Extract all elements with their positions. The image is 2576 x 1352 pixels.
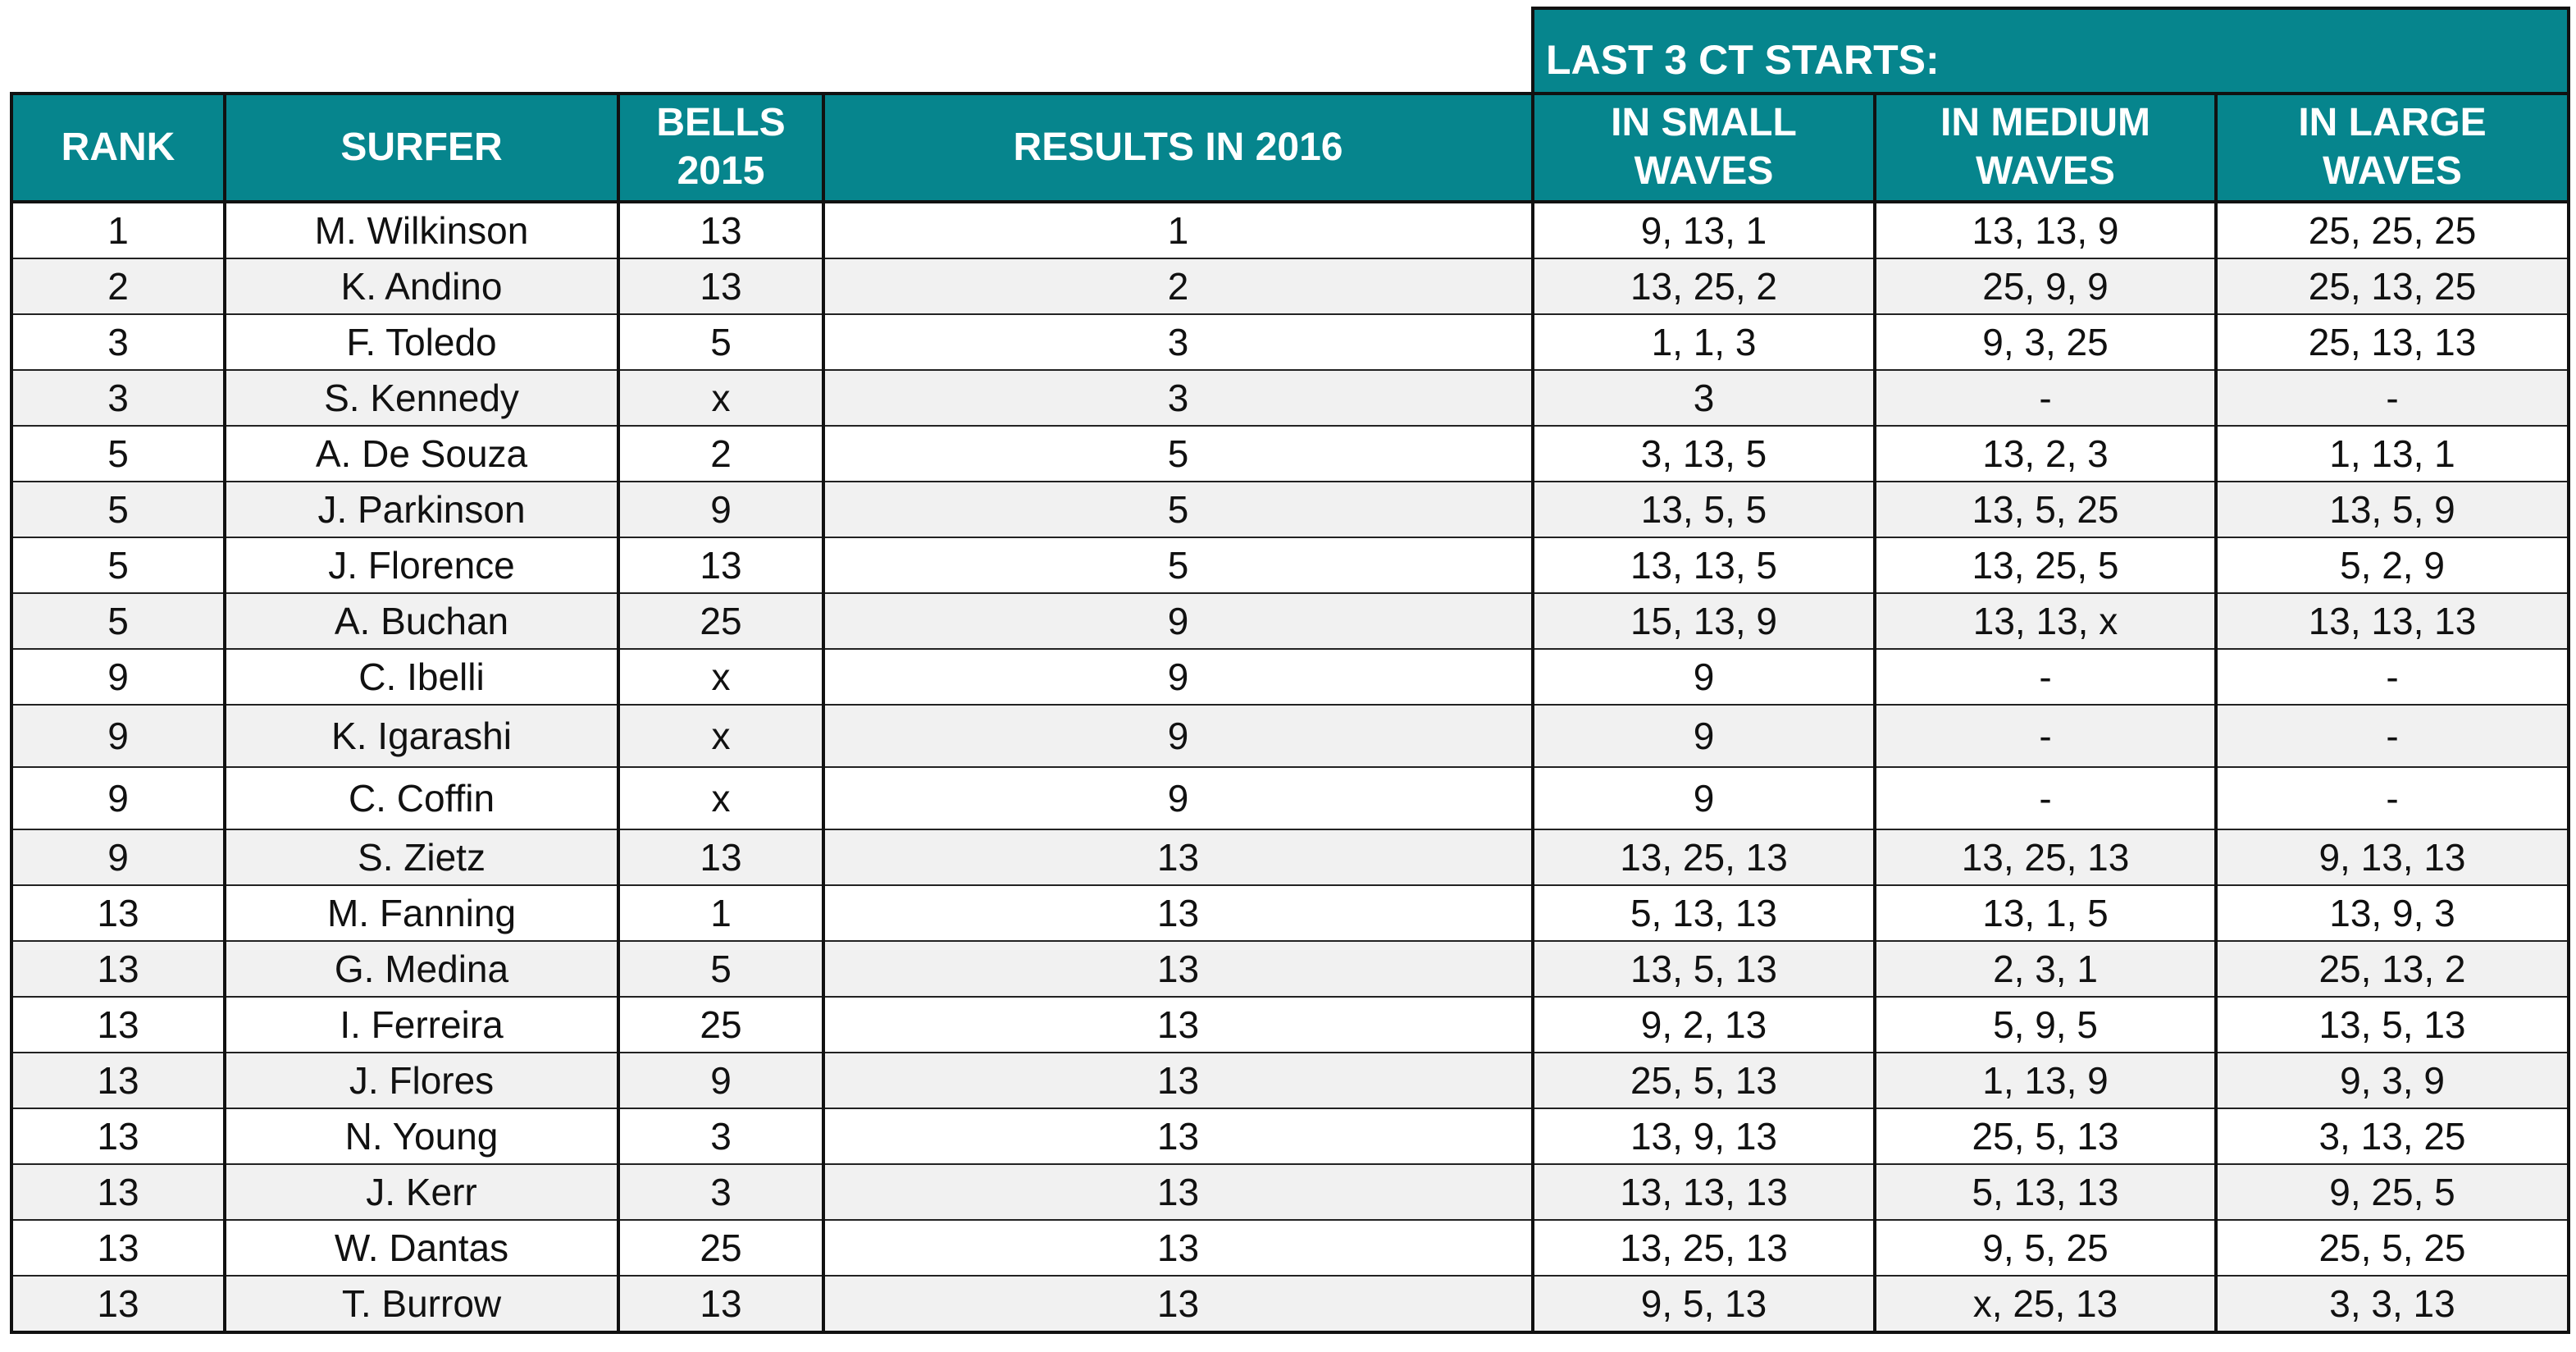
cell-small-waves: 1, 1, 3 [1533, 314, 1875, 370]
cell-results-2016: 1 [823, 202, 1533, 258]
cell-results-2016: 5 [823, 537, 1533, 593]
cell-bells-2015: 5 [618, 941, 823, 997]
cell-results-2016: 13 [823, 997, 1533, 1053]
cell-small-waves: 9 [1533, 649, 1875, 705]
table-row [11, 202, 2569, 258]
cell-small-waves: 13, 13, 5 [1533, 537, 1875, 593]
table-row [11, 370, 2569, 426]
table-row [11, 258, 2569, 314]
cell-large-waves: 25, 13, 13 [2216, 314, 2569, 370]
cell-bells-2015: 13 [618, 202, 823, 258]
cell-large-waves: - [2216, 705, 2569, 767]
cell-rank: 13 [11, 1053, 225, 1108]
cell-large-waves: 5, 2, 9 [2216, 537, 2569, 593]
cell-results-2016: 2 [823, 258, 1533, 314]
table-row [11, 829, 2569, 885]
group-header-row [11, 8, 2569, 94]
table-body [11, 202, 2569, 1332]
cell-surfer: W. Dantas [225, 1220, 618, 1276]
cell-bells-2015: x [618, 649, 823, 705]
cell-rank: 13 [11, 997, 225, 1053]
cell-medium-waves: 25, 9, 9 [1875, 258, 2216, 314]
table-row [11, 705, 2569, 767]
cell-bells-2015: 3 [618, 1164, 823, 1220]
cell-rank: 2 [11, 258, 225, 314]
table-row [11, 1164, 2569, 1220]
cell-large-waves: 13, 5, 9 [2216, 482, 2569, 537]
cell-large-waves: 3, 13, 25 [2216, 1108, 2569, 1164]
cell-surfer: G. Medina [225, 941, 618, 997]
cell-rank: 1 [11, 202, 225, 258]
cell-bells-2015: 5 [618, 314, 823, 370]
cell-small-waves: 13, 9, 13 [1533, 1108, 1875, 1164]
cell-large-waves: - [2216, 767, 2569, 829]
cell-results-2016: 13 [823, 1276, 1533, 1332]
results-table-container [10, 7, 2567, 1334]
cell-results-2016: 9 [823, 767, 1533, 829]
cell-medium-waves: - [1875, 370, 2216, 426]
cell-results-2016: 5 [823, 482, 1533, 537]
table-row [11, 537, 2569, 593]
cell-medium-waves: 13, 25, 13 [1875, 829, 2216, 885]
cell-results-2016: 13 [823, 829, 1533, 885]
cell-surfer: K. Igarashi [225, 705, 618, 767]
table-row [11, 1276, 2569, 1332]
group-header-last-3-ct-starts: LAST 3 CT STARTS: [1533, 8, 2569, 94]
column-header-row [11, 94, 2569, 202]
column-header-small-waves: IN SMALL WAVES [1533, 94, 1875, 202]
table-row [11, 885, 2569, 941]
table-row [11, 314, 2569, 370]
cell-large-waves: 1, 13, 1 [2216, 426, 2569, 482]
cell-medium-waves: 13, 13, x [1875, 593, 2216, 649]
cell-rank: 13 [11, 1220, 225, 1276]
cell-surfer: J. Parkinson [225, 482, 618, 537]
cell-surfer: M. Fanning [225, 885, 618, 941]
cell-large-waves: 9, 3, 9 [2216, 1053, 2569, 1108]
cell-small-waves: 13, 25, 13 [1533, 829, 1875, 885]
cell-rank: 13 [11, 941, 225, 997]
column-header-rank: RANK [11, 94, 225, 202]
cell-results-2016: 5 [823, 426, 1533, 482]
cell-results-2016: 13 [823, 941, 1533, 997]
cell-results-2016: 9 [823, 593, 1533, 649]
cell-large-waves: 9, 25, 5 [2216, 1164, 2569, 1220]
cell-rank: 5 [11, 537, 225, 593]
cell-small-waves: 5, 13, 13 [1533, 885, 1875, 941]
cell-medium-waves: - [1875, 705, 2216, 767]
cell-small-waves: 13, 5, 5 [1533, 482, 1875, 537]
cell-rank: 9 [11, 705, 225, 767]
cell-large-waves: 25, 13, 2 [2216, 941, 2569, 997]
cell-bells-2015: x [618, 705, 823, 767]
cell-bells-2015: 9 [618, 1053, 823, 1108]
cell-surfer: S. Zietz [225, 829, 618, 885]
cell-large-waves: 9, 13, 13 [2216, 829, 2569, 885]
cell-medium-waves: 9, 5, 25 [1875, 1220, 2216, 1276]
cell-large-waves: 13, 5, 13 [2216, 997, 2569, 1053]
cell-surfer: A. Buchan [225, 593, 618, 649]
cell-surfer: K. Andino [225, 258, 618, 314]
cell-small-waves: 13, 5, 13 [1533, 941, 1875, 997]
cell-medium-waves: 13, 1, 5 [1875, 885, 2216, 941]
results-table [10, 7, 2570, 1334]
column-header-bells-2015: BELLS 2015 [618, 94, 823, 202]
cell-bells-2015: 25 [618, 997, 823, 1053]
cell-small-waves: 15, 13, 9 [1533, 593, 1875, 649]
cell-surfer: J. Flores [225, 1053, 618, 1108]
cell-results-2016: 13 [823, 1220, 1533, 1276]
cell-large-waves: 13, 13, 13 [2216, 593, 2569, 649]
column-header-large-waves: IN LARGE WAVES [2216, 94, 2569, 202]
cell-results-2016: 9 [823, 705, 1533, 767]
cell-results-2016: 9 [823, 649, 1533, 705]
cell-large-waves: 25, 25, 25 [2216, 202, 2569, 258]
cell-rank: 13 [11, 1276, 225, 1332]
cell-bells-2015: 1 [618, 885, 823, 941]
cell-medium-waves: 13, 13, 9 [1875, 202, 2216, 258]
cell-surfer: M. Wilkinson [225, 202, 618, 258]
cell-rank: 3 [11, 370, 225, 426]
table-row [11, 767, 2569, 829]
cell-results-2016: 3 [823, 314, 1533, 370]
cell-medium-waves: - [1875, 767, 2216, 829]
cell-small-waves: 13, 25, 13 [1533, 1220, 1875, 1276]
cell-rank: 9 [11, 649, 225, 705]
cell-medium-waves: - [1875, 649, 2216, 705]
cell-large-waves: 25, 13, 25 [2216, 258, 2569, 314]
cell-bells-2015: 13 [618, 537, 823, 593]
cell-small-waves: 25, 5, 13 [1533, 1053, 1875, 1108]
table-row [11, 997, 2569, 1053]
cell-medium-waves: 13, 5, 25 [1875, 482, 2216, 537]
cell-surfer: A. De Souza [225, 426, 618, 482]
cell-rank: 3 [11, 314, 225, 370]
cell-medium-waves: 5, 13, 13 [1875, 1164, 2216, 1220]
cell-medium-waves: 5, 9, 5 [1875, 997, 2216, 1053]
group-header-spacer [11, 8, 1533, 94]
cell-results-2016: 13 [823, 885, 1533, 941]
cell-bells-2015: 9 [618, 482, 823, 537]
cell-large-waves: 25, 5, 25 [2216, 1220, 2569, 1276]
cell-medium-waves: 13, 2, 3 [1875, 426, 2216, 482]
cell-medium-waves: 9, 3, 25 [1875, 314, 2216, 370]
table-row [11, 482, 2569, 537]
cell-surfer: N. Young [225, 1108, 618, 1164]
table-row [11, 649, 2569, 705]
cell-results-2016: 3 [823, 370, 1533, 426]
cell-rank: 13 [11, 1108, 225, 1164]
cell-rank: 9 [11, 829, 225, 885]
table-row [11, 1108, 2569, 1164]
cell-bells-2015: 13 [618, 1276, 823, 1332]
cell-surfer: T. Burrow [225, 1276, 618, 1332]
cell-small-waves: 9, 13, 1 [1533, 202, 1875, 258]
column-header-medium-waves: IN MEDIUM WAVES [1875, 94, 2216, 202]
cell-bells-2015: 2 [618, 426, 823, 482]
cell-surfer: I. Ferreira [225, 997, 618, 1053]
cell-rank: 13 [11, 885, 225, 941]
cell-medium-waves: 1, 13, 9 [1875, 1053, 2216, 1108]
cell-large-waves: 3, 3, 13 [2216, 1276, 2569, 1332]
cell-surfer: S. Kennedy [225, 370, 618, 426]
table-row [11, 1220, 2569, 1276]
cell-surfer: C. Ibelli [225, 649, 618, 705]
cell-results-2016: 13 [823, 1108, 1533, 1164]
cell-bells-2015: x [618, 370, 823, 426]
cell-surfer: J. Florence [225, 537, 618, 593]
cell-rank: 9 [11, 767, 225, 829]
cell-small-waves: 3 [1533, 370, 1875, 426]
cell-rank: 13 [11, 1164, 225, 1220]
cell-small-waves: 13, 13, 13 [1533, 1164, 1875, 1220]
column-header-results-2016: RESULTS IN 2016 [823, 94, 1533, 202]
cell-results-2016: 13 [823, 1053, 1533, 1108]
cell-medium-waves: 25, 5, 13 [1875, 1108, 2216, 1164]
table-row [11, 941, 2569, 997]
cell-bells-2015: 13 [618, 829, 823, 885]
cell-small-waves: 9, 2, 13 [1533, 997, 1875, 1053]
cell-medium-waves: 2, 3, 1 [1875, 941, 2216, 997]
column-header-surfer: SURFER [225, 94, 618, 202]
cell-large-waves: - [2216, 370, 2569, 426]
cell-rank: 5 [11, 482, 225, 537]
cell-bells-2015: 3 [618, 1108, 823, 1164]
cell-surfer: J. Kerr [225, 1164, 618, 1220]
cell-bells-2015: 25 [618, 1220, 823, 1276]
cell-small-waves: 9 [1533, 767, 1875, 829]
cell-large-waves: 13, 9, 3 [2216, 885, 2569, 941]
cell-small-waves: 9, 5, 13 [1533, 1276, 1875, 1332]
cell-rank: 5 [11, 593, 225, 649]
cell-surfer: C. Coffin [225, 767, 618, 829]
cell-bells-2015: 13 [618, 258, 823, 314]
table-row [11, 593, 2569, 649]
table-row [11, 1053, 2569, 1108]
cell-medium-waves: x, 25, 13 [1875, 1276, 2216, 1332]
cell-large-waves: - [2216, 649, 2569, 705]
cell-small-waves: 13, 25, 2 [1533, 258, 1875, 314]
table-row [11, 426, 2569, 482]
cell-small-waves: 3, 13, 5 [1533, 426, 1875, 482]
cell-bells-2015: x [618, 767, 823, 829]
cell-bells-2015: 25 [618, 593, 823, 649]
cell-surfer: F. Toledo [225, 314, 618, 370]
cell-results-2016: 13 [823, 1164, 1533, 1220]
cell-small-waves: 9 [1533, 705, 1875, 767]
cell-medium-waves: 13, 25, 5 [1875, 537, 2216, 593]
cell-rank: 5 [11, 426, 225, 482]
